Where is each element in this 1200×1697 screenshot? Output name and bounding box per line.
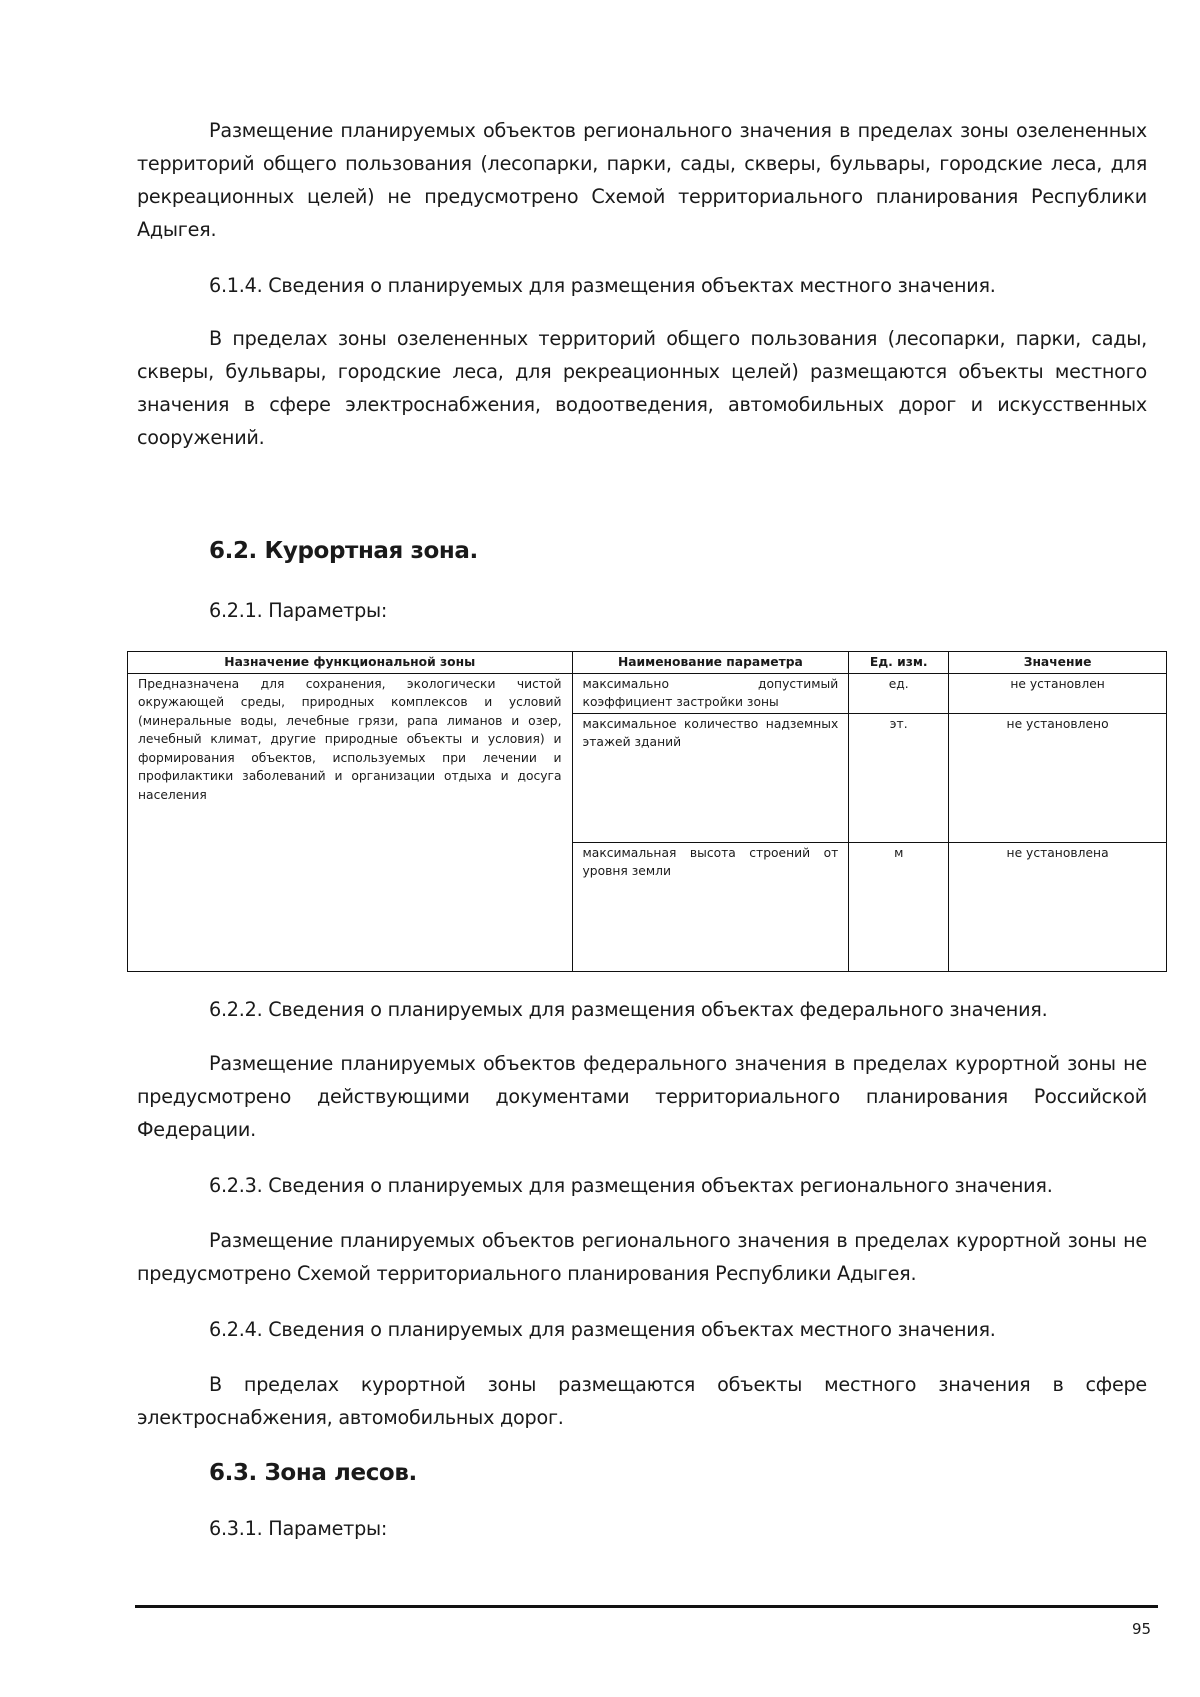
header-value: Значение — [949, 652, 1167, 674]
unit-cell: м — [849, 842, 949, 971]
section-heading-6-2: 6.2. Курортная зона. — [209, 538, 478, 564]
value-cell: не установлен — [949, 673, 1167, 713]
paragraph-local-green-zone: В пределах зоны озелененных территорий общего пользования (лесопарки, парки, сады, скверы, бульвары, городские леса, для рекреационных целей) размещаются объекты местного значения в сфере электроснабжения, водоотведения, автомобильных дорог и искусственных сооружений. — [137, 327, 1147, 449]
paragraph-local-resort-zone: В пределах курортной зоны размещаются объекты местного значения в сфере электроснабжения, автомобильных дорог. — [137, 1373, 1147, 1429]
zone-purpose-cell: Предназначена для сохранения, экологически чистой окружающей среды, природных комплексов и условий (минеральные воды, лечебные грязи, рапа лиманов и озер, лечебный климат, другие природные объекты и условия) и формирования объектов, используемых при лечении и профилактики заболеваний и организации отдыха и досуга населения — [128, 673, 573, 971]
subsection-6-2-4: 6.2.4. Сведения о планируемых для размещения объектах местного значения. — [209, 1318, 996, 1341]
section-heading-6-3: 6.3. Зона лесов. — [209, 1460, 417, 1486]
unit-cell: ед. — [849, 673, 949, 713]
value-cell: не установлена — [949, 842, 1167, 971]
subsection-6-2-1: 6.2.1. Параметры: — [209, 599, 388, 622]
subsection-6-2-2: 6.2.2. Сведения о планируемых для размещения объектах федерального значения. — [209, 998, 1048, 1021]
page-number: 95 — [1132, 1620, 1152, 1638]
paragraph-regional-green-zone: Размещение планируемых объектов регионального значения в пределах зоны озелененных территорий общего пользования (лесопарки, парки, сады, скверы, бульвары, городские леса, для рекреационных целей) не предусмотрено Схемой территориального планирования Республики Адыгея. — [137, 119, 1147, 241]
footer-rule — [135, 1605, 1158, 1608]
subsection-6-2-3: 6.2.3. Сведения о планируемых для размещения объектах регионального значения. — [209, 1174, 1053, 1197]
paragraph-regional-resort-zone: Размещение планируемых объектов регионального значения в пределах курортной зоны не предусмотрено Схемой территориального планирования Республики Адыгея. — [137, 1229, 1147, 1285]
header-parameter-name: Наименование параметра — [572, 652, 849, 674]
unit-cell: эт. — [849, 713, 949, 842]
parameters-table — [127, 651, 1167, 972]
subsection-6-3-1: 6.3.1. Параметры: — [209, 1517, 388, 1540]
param-name-cell: максимальное количество надземных этажей зданий — [572, 713, 849, 842]
paragraph-federal-resort-zone: Размещение планируемых объектов федерального значения в пределах курортной зоны не предусмотрено действующими документами территориального планирования Российской Федерации. — [137, 1052, 1147, 1141]
subsection-6-1-4: 6.1.4. Сведения о планируемых для размещения объектах местного значения. — [209, 274, 996, 297]
param-name-cell: максимально допустимый коэффициент застройки зоны — [572, 673, 849, 713]
header-zone-purpose: Назначение функциональной зоны — [128, 652, 573, 674]
table-row — [128, 673, 1167, 713]
table-header-row — [128, 652, 1167, 674]
param-name-cell: максимальная высота строений от уровня земли — [572, 842, 849, 971]
header-unit: Ед. изм. — [849, 652, 949, 674]
value-cell: не установлено — [949, 713, 1167, 842]
